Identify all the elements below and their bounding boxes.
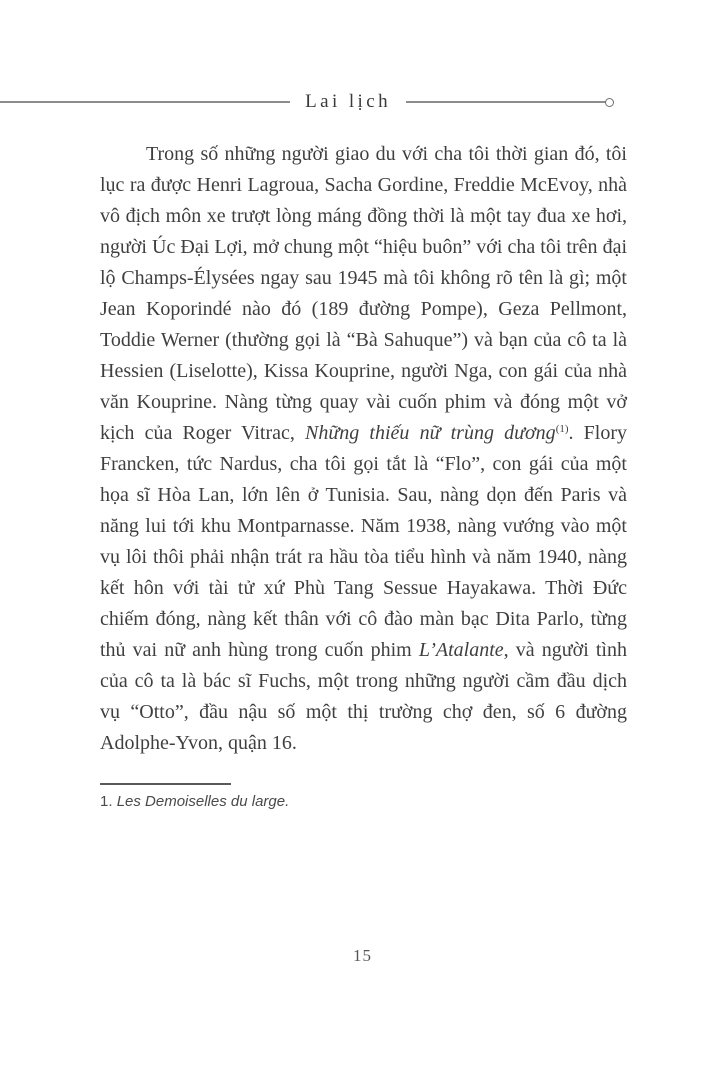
text-segment: Những thiếu nữ trùng dương bbox=[305, 422, 556, 444]
text-segment: Les Demoiselles du large bbox=[116, 793, 286, 810]
page-number: 15 bbox=[353, 946, 372, 965]
text-segment: L’Atalante bbox=[418, 639, 504, 661]
text-segment: , và người tình của cô ta là bác sĩ Fuchs, một trong những người cầm đầu dịch vụ “Otto”, đầu nậu số một thị trường chợ đen, số 6 đường Adolphe-Yvon, quận 16. bbox=[100, 639, 627, 754]
text-segment: (1) bbox=[555, 423, 569, 435]
text-segment: 1. bbox=[100, 793, 117, 810]
text-segment: Trong số những người giao du với cha tôi thời gian đó, tôi lục ra được Henri Lagroua, Sacha Gordine, Freddie McEvoy, nhà vô địch môn xe trượt lòng máng đồng thời là một tay đua xe hơi, người Úc Đại Lợi, mở chung một “hiệu buôn” với cha tôi trên đại lộ Champs-Élysées ngay sau 1945 mà tôi không rõ tên là gì; một Jean Koporindé nào đó (189 đường Pompe), Geza Pellmont, Toddie Werner (thường gọi là “Bà Sahuque”) và bạn của cô ta là Hessien (Liselotte), Kissa Kouprine, người Nga, con gái của nhà văn Kouprine. Nàng từng quay vài cuốn phim và đóng một vở kịch của Roger Vitrac, bbox=[100, 143, 627, 444]
footnote bbox=[100, 792, 627, 812]
header-rule-left bbox=[0, 101, 290, 103]
chapter-title: Lai lịch bbox=[305, 91, 391, 112]
text-segment: . Flory Francken, tức Nardus, cha tôi gọi tắt là “Flo”, con gái của một họa sĩ Hòa Lan, lớn lên ở Tunisia. Sau, nàng dọn đến Paris và năng lui tới khu Montparnasse. Năm 1938, nàng vướng vào một vụ lôi thôi phải nhận trát ra hầu tòa tiểu hình và năm 1940, nàng kết hôn với tài tử xứ Phù Tang Sessue Hayakawa. Thời Đức chiếm đóng, nàng kết thân với cô đào màn bạc Dita Parlo, từng thủ vai nữ anh hùng trong cuốn phim bbox=[100, 422, 627, 661]
header-ornament-circle-icon bbox=[605, 98, 614, 107]
header-rule-right bbox=[406, 101, 606, 103]
text-segment: . bbox=[285, 793, 290, 810]
body-paragraph bbox=[100, 139, 627, 759]
footnote-rule bbox=[100, 783, 231, 785]
text-column bbox=[100, 139, 627, 812]
chapter-header bbox=[0, 92, 614, 112]
